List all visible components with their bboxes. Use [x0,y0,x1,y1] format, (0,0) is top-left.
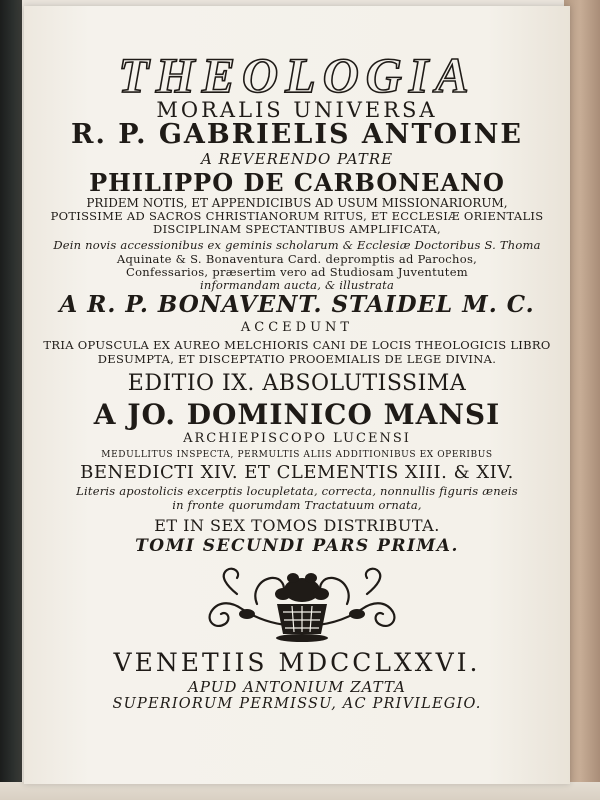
book-title: THEOLOGIA [118,47,476,103]
text-pridem: PRIDEM NOTIS, ET APPENDICIBUS AD USUM MISSIONARIORUM, [86,196,508,210]
title-page [24,6,570,784]
text-confessarios: Confessarios, præsertim vero ad Studiosam Juventutem [125,265,469,279]
editor-philippo: PHILIPPO DE CARBONEANO [89,168,505,197]
reverendo-line: A REVERENDO PATRE [200,150,394,168]
printer-line: APUD ANTONIUM ZATTA [188,678,406,696]
text-aquinate: Aquinate & S. Bonaventura Card. depromptis ad Parochos, [116,252,478,266]
author-line: R. P. GABRIELIS ANTOINE [71,119,523,150]
text-medullitus: MEDULLITUS INSPECTA, PERMULTIS ALIIS ADDITIONIBUS EX OPERIBUS [101,450,493,460]
privilege-line: SUPERIORUM PERMISSU, AC PRIVILEGIO. [112,696,482,712]
place-date-line: VENETIIS MDCCLXXVI. [113,648,481,677]
text-potissime: POTISSIME AD SACROS CHRISTIANORUM RITUS, ET ECCLESIÆ ORIENTALIS [50,209,544,223]
book-cover-left [0,0,22,800]
text-disciplinam: DISCIPLINAM SPECTANTIBUS AMPLIFICATA, [153,222,441,236]
editor-staidel: A R. P. BONAVENT. STAIDEL M. C. [59,291,535,318]
text-benedicti: BENEDICTI XIV. ET CLEMENTIS XIII. & XIV. [80,462,514,483]
text-sex-tomos: ET IN SEX TOMOS DISTRIBUTA. [154,516,440,535]
edition-line: EDITIO IX. ABSOLUTISSIMA [127,371,467,396]
text-tria: TRIA OPUSCULA EX AUREO MELCHIORIS CANI DE LOCIS THEOLOGICIS LIBRO [43,338,551,352]
subtitle-moralis: MORALIS UNIVERSA [156,98,438,122]
text-informandam: informandam aucta, & illustrata [199,278,395,292]
text-literis: Literis apostolicis excerptis locupletata, correcta, nonnullis figuris æneis [76,484,518,498]
text-fronte: in fronte quorumdam Tractatuum ornata, [172,498,422,512]
text-accedunt: ACCEDUNT [240,320,354,335]
text-dein: Dein novis accessionibus ex geminis scholarum & Ecclesiæ Doctoribus S. Thoma [53,238,541,252]
text-archiepiscopo: ARCHIEPISCOPO LUCENSI [183,431,411,446]
book-cover-bottom [0,782,600,800]
volume-line: TOMI SECUNDI PARS PRIMA. [135,536,459,556]
editor-mansi: A JO. DOMINICO MANSI [93,398,501,431]
text-desumpta: DESUMPTA, ET DISCEPTATIO PROOEMIALIS DE LEGE DIVINA. [97,352,497,366]
floral-basket-ornament-icon [197,564,407,644]
